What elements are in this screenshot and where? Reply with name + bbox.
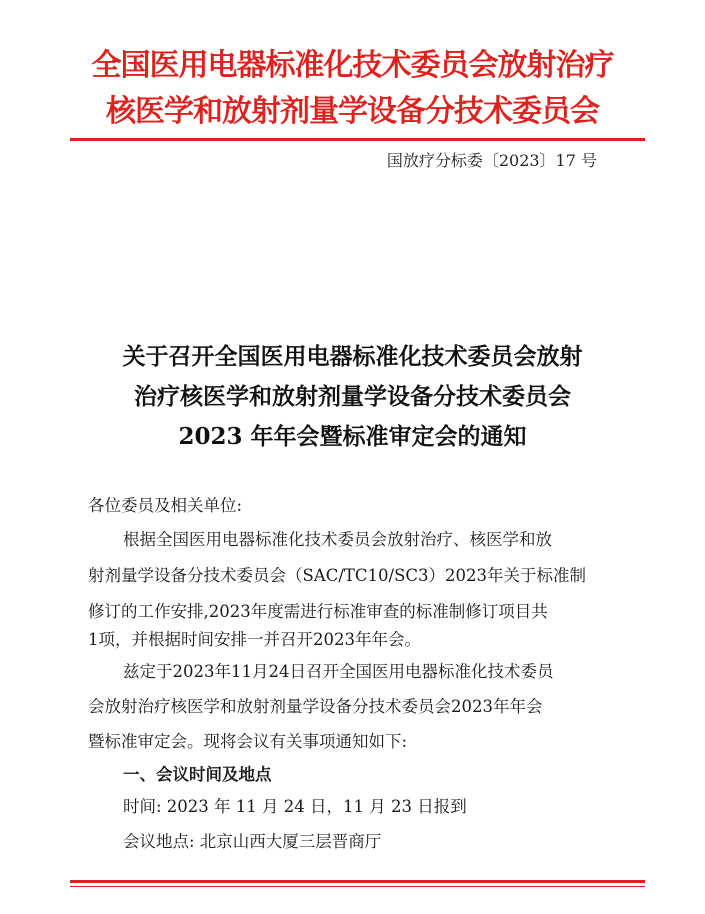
red-footer-rule bbox=[70, 880, 645, 883]
paragraph-1-line: 射剂量学设备分技术委员会（SAC/TC10/SC3）2023年关于标准制 bbox=[88, 566, 587, 585]
paragraph-2-line: 暨标准审定会。现将会议有关事项通知如下: bbox=[88, 732, 408, 751]
meeting-location: 会议地点: 北京山西大厦三层晋商厅 bbox=[123, 832, 382, 851]
paragraph-2-line: 会放射治疗核医学和放射剂量学设备分技术委员会2023年年会 bbox=[88, 697, 543, 716]
org-name-line-2: 核医学和放射剂量学设备分技术委员会 bbox=[106, 94, 599, 129]
paragraph-2-line: 兹定于2023年11月24日召开全国医用电器标准化技术委员 bbox=[123, 662, 554, 681]
red-header-rule bbox=[70, 138, 645, 141]
salutation: 各位委员及相关单位: bbox=[88, 496, 243, 515]
notice-title-line-2: 治疗核医学和放射剂量学设备分技术委员会 bbox=[134, 383, 571, 410]
notice-title-line-3: 2023 年年会暨标准审定会的通知 bbox=[178, 423, 527, 450]
org-name-line-1: 全国医用电器标准化技术委员会放射治疗 bbox=[91, 48, 614, 83]
paragraph-1-line: 1项，并根据时间安排一并召开2023年年会。 bbox=[88, 630, 421, 649]
section-1-heading: 一、会议时间及地点 bbox=[123, 765, 272, 784]
meeting-time: 时间: 2023 年 11 月 24 日，11 月 23 日报到 bbox=[123, 797, 467, 816]
paragraph-1-line: 修订的工作安排,2023年度需进行标准审查的标准制修订项目共 bbox=[88, 602, 548, 621]
notice-title-line-1: 关于召开全国医用电器标准化技术委员会放射 bbox=[122, 343, 583, 370]
paragraph-1-line: 根据全国医用电器标准化技术委员会放射治疗、核医学和放 bbox=[123, 530, 552, 549]
red-footer-rule-thin bbox=[70, 886, 645, 887]
document-number: 国放疗分标委〔2023〕17 号 bbox=[386, 151, 597, 170]
